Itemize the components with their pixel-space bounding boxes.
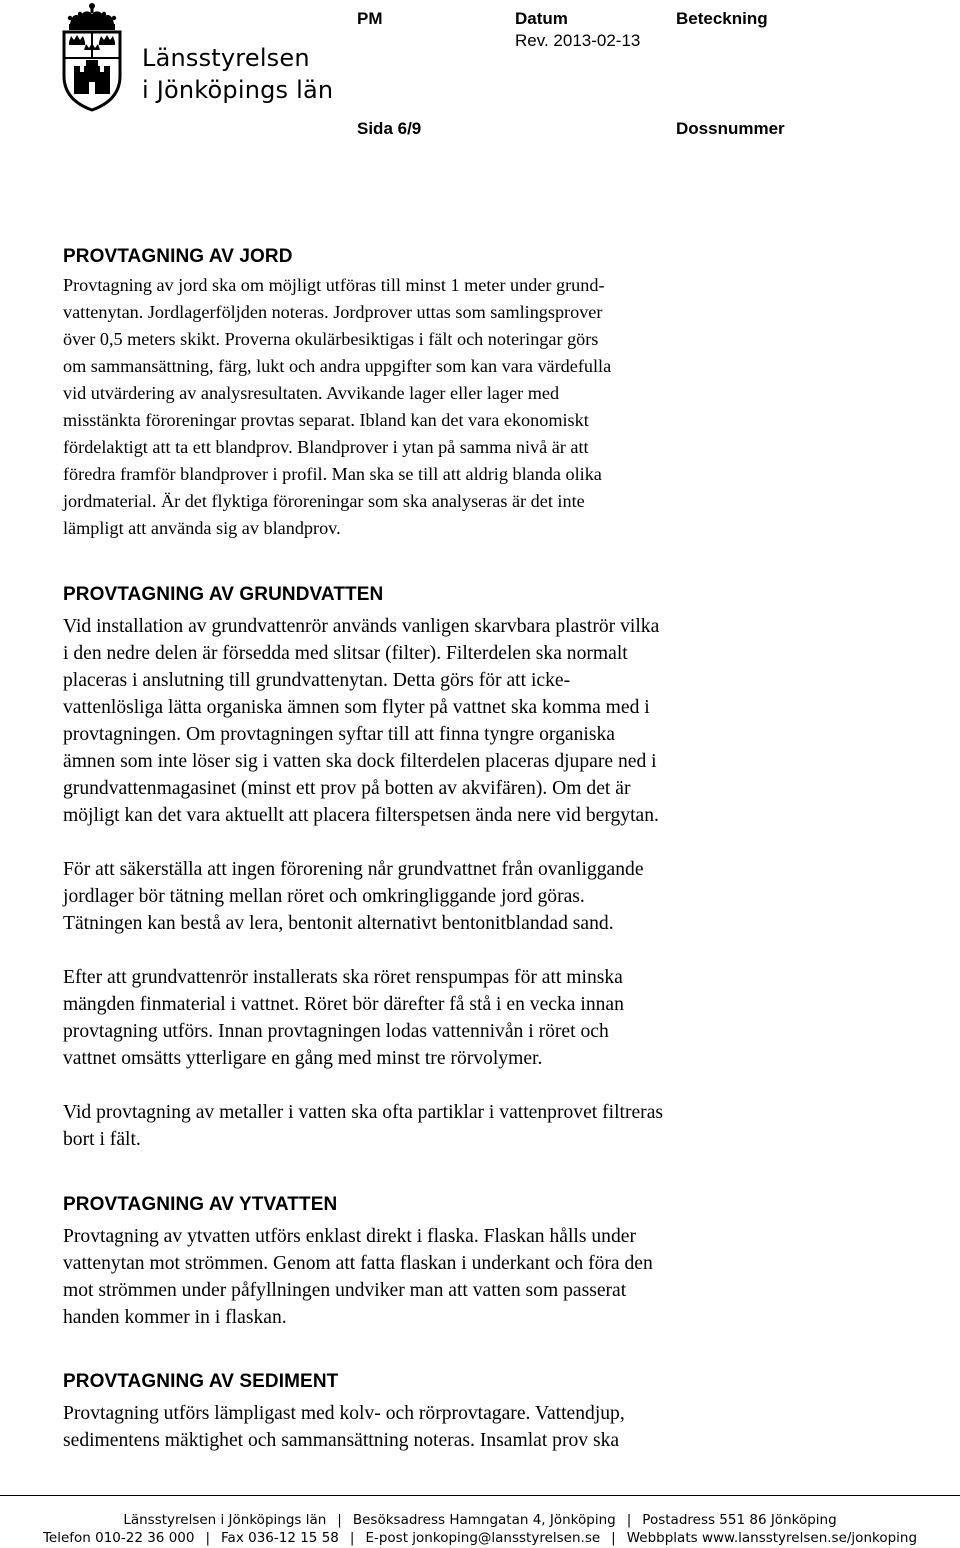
section-text-grundvatten-4: Vid provtagning av metaller i vatten ska ofta partiklar i vattenprovet filtreras bort i fält. bbox=[63, 1102, 664, 1150]
section-text-grundvatten-3: Efter att grundvattenrör installerats ska röret renspumpas för att minska mängden finmaterial i vattnet. Röret bör därefter få stå i en vecka innan provtagning utförs. Innan provtagningen lodas vattennivån i röret och vattnet omsätts ytterligare en gång med minst tre rörvolymer. bbox=[63, 967, 624, 1069]
footer-separator: | bbox=[626, 1512, 632, 1528]
page-number: Sida 6/9 bbox=[357, 119, 422, 138]
footer-website: Webbplats www.lansstyrelsen.se/jonkoping bbox=[626, 1530, 918, 1546]
agency-name-line1: Länsstyrelsen bbox=[142, 44, 310, 72]
footer-divider bbox=[0, 1495, 960, 1496]
section-title-ytvatten: PROVTAGNING AV YTVATTEN bbox=[63, 1194, 338, 1215]
agency-name bbox=[142, 42, 333, 106]
section-title-sediment: PROVTAGNING AV SEDIMENT bbox=[63, 1371, 339, 1392]
section-text-grundvatten-1: Vid installation av grundvattenrör används vanligen skarvbara plaströr vilka i den nedre delen är försedda med slitsar (filter). Filterdelen ska normalt placeras i anslutning till grundvattenytan. Detta görs för att icke- vattenlösliga lätta organiska ämnen som flyter på vattnet ska komma med i provtagningen. Om provtagningen syftar till att finna tyngre organiska ämnen som inte löser sig i vatten ska dock filterdelen placeras djupare ned i grundvattenmagasinet (minst ett prov på botten av akvifären). Om det är möjligt kan det vara aktuellt att placera filterspetsen ända nere vid bergytan. bbox=[63, 616, 660, 826]
footer-org: Länsstyrelsen i Jönköpings län bbox=[123, 1512, 327, 1528]
footer-fax: Fax 036-12 15 58 bbox=[221, 1530, 339, 1546]
reference-label: Beteckning bbox=[676, 9, 768, 28]
section-text-jord: Provtagning av jord ska om möjligt utföras till minst 1 meter under grund- vattenytan. Jordlagerföljden noteras. Jordprover uttas som samlingsprover över 0,5 meters skikt. Proverna okulärbesiktigas i fält och noteringar görs om sammansättning, färg, lukt och andra uppgifter som kan vara värdefulla vid utvärdering av analysresultaten. Avvikande lager eller lager med misstänkta föroreningar provtas separat. Ibland kan det vara ekonomiskt fördelaktigt att ta ett blandprov. Blandprover i ytan på samma nivå är att föredra framför blandprover i profil. Man ska se till att aldrig blanda olika jordmaterial. Är det flyktiga föroreningar som ska analyseras är det inte lämpligt att använda sig av blandprov. bbox=[63, 275, 612, 538]
footer-separator: | bbox=[337, 1512, 342, 1528]
document-type-label: PM bbox=[357, 9, 383, 28]
footer-separator: | bbox=[611, 1530, 616, 1546]
coat-of-arms-icon bbox=[60, 2, 124, 112]
revision-date: Rev. 2013-02-13 bbox=[515, 31, 641, 50]
section-title-jord: PROVTAGNING AV JORD bbox=[63, 246, 293, 267]
section-text-sediment: Provtagning utförs lämpligast med kolv- och rörprovtagare. Vattendjup, sedimentens mäktighet och sammansättning noteras. Insamlat prov ska bbox=[63, 1403, 625, 1451]
agency-logo bbox=[60, 2, 334, 114]
agency-name-line2: i Jönköpings län bbox=[142, 76, 334, 104]
footer-separator: | bbox=[205, 1530, 211, 1546]
footer-postal-address: Postadress 551 86 Jönköping bbox=[642, 1512, 837, 1528]
section-title-grundvatten: PROVTAGNING AV GRUNDVATTEN bbox=[63, 584, 384, 605]
footer-line-2 bbox=[0, 1530, 960, 1546]
footer-separator: | bbox=[349, 1530, 355, 1546]
footer-visit-address: Besöksadress Hamngatan 4, Jönköping bbox=[352, 1512, 616, 1528]
footer-phone: Telefon 010-22 36 000 bbox=[42, 1530, 195, 1546]
section-text-ytvatten: Provtagning av ytvatten utförs enklast direkt i flaska. Flaskan hålls under vattenytan mot strömmen. Genom att fatta flaskan i underkant och föra den mot strömmen under påfyllningen undviker man att vatten som passerat handen kommer in i flaskan. bbox=[63, 1226, 653, 1328]
section-text-grundvatten-2: För att säkerställa att ingen förorening når grundvattnet från ovanliggande jordlager bör tätning mellan röret och omkringliggande jord göras. Tätningen kan bestå av lera, bentonit alternativt bentonitblandad sand. bbox=[63, 859, 644, 934]
date-label: Datum bbox=[515, 9, 568, 28]
footer-line-1 bbox=[0, 1512, 960, 1528]
file-number-label: Dossnummer bbox=[676, 119, 785, 138]
footer-email: E-post jonkoping@lansstyrelsen.se bbox=[365, 1530, 601, 1546]
